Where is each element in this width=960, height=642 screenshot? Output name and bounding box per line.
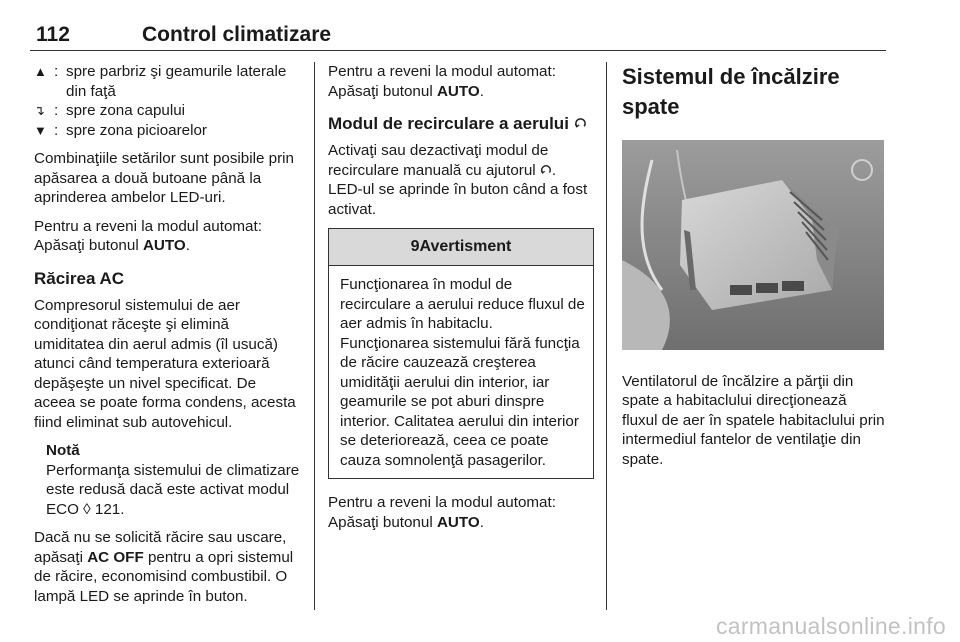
rear-heater-vent-photo — [622, 140, 884, 350]
warning-triangle-icon: 9 — [410, 238, 420, 256]
auto-button-label: AUTO — [142, 237, 186, 254]
direction-text: spre zona capului — [66, 102, 186, 119]
column-divider — [606, 62, 607, 610]
airflow-direction-list — [34, 62, 300, 140]
warning-title: Avertisment — [419, 238, 512, 256]
paragraph-return-auto: Pentru a reveni la modul automat: Apăsaţi butonul AUTO. — [328, 63, 556, 100]
column-right — [622, 62, 886, 478]
paragraph-compressor: Compresorul sistemului de aer condiţionat răceşte şi elimină umiditatea din aerul admis (îl usucă) atunci când temperatura exterioară depăşeşte un nivel specificat. De aceea se poate forma condens, acesta fiind eliminat sub autovehicul. — [34, 296, 296, 431]
note-text: Performanţa sistemului de climatizare este redusă dacă este activat modul ECO ◊ 121. — [46, 461, 300, 518]
warning-box — [328, 228, 594, 479]
page-reference-icon: ◊ — [83, 500, 91, 518]
page-number: 112 — [36, 23, 70, 46]
heading-rear-heater: Sistemul de încălzire spate — [622, 64, 840, 119]
note-box — [46, 441, 300, 519]
paragraph-ac-off: Dacă nu se solicită răcire sau uscare, apăsaţi AC OFF pentru a opri sistemul de răcire, economisind combustibil. O lampă LED se aprinde în buton. — [34, 529, 294, 605]
warning-text: Funcţionarea în modul de recirculare a aerului reduce fluxul de aer admis în habitaclu. Funcţionarea sistemului fără funcţia de răcire cauzează creşterea umidităţii aerului din interior, iar geamurile se pot aburi dinspre interior. Calitatea aerului din interior se deteriorează, ceea ce poate cauza somnolenţă pasagerilor. — [340, 276, 585, 469]
auto-button-label: AUTO — [436, 513, 480, 531]
direction-item-windscreen: ▲ : spre parbriz şi geamurile laterale din faţă — [34, 62, 300, 101]
paragraph-rear-heater: Ventilatorul de încălzire a părţii din spate a habitaclului direcţionează fluxul de aer în spatele habitaclului prin intermediul fantelor de ventilaţie din spate. — [622, 372, 885, 468]
recirculation-icon — [540, 164, 552, 176]
heading-ac-cooling: Răcirea AC — [34, 268, 125, 288]
auto-button-label: AUTO — [436, 82, 480, 100]
section-title: Control climatizare — [142, 23, 332, 46]
windscreen-arrow-icon: ▲ — [34, 64, 47, 79]
paragraph-combinations: Combinaţiile setărilor sunt posibile prin apăsarea a două butoane până la aprinderea ambelor LED-uri. — [34, 150, 294, 206]
head-area-arrow-icon: ↴ — [34, 103, 45, 118]
watermark: carmanualsonline.info — [715, 613, 946, 639]
direction-item-footwell: ▼ : spre zona picioarelor — [34, 121, 300, 141]
column-left — [34, 62, 300, 615]
direction-text: spre parbriz şi geamurile laterale din faţă — [66, 63, 287, 100]
paragraph-return-auto: Pentru a reveni la modul automat: Apăsaţi butonul AUTO. — [328, 494, 556, 531]
direction-item-head: ↴ : spre zona capului — [34, 101, 300, 121]
direction-text: spre zona picioarelor — [66, 121, 207, 139]
footwell-arrow-icon: ▼ — [34, 122, 47, 138]
column-middle — [328, 62, 594, 541]
column-divider — [314, 62, 315, 610]
paragraph-return-auto: Pentru a reveni la modul automat: Apăsaţi butonul AUTO. — [34, 217, 262, 254]
recirculation-icon — [574, 117, 587, 130]
ac-off-button-label: AC OFF — [87, 548, 144, 566]
note-title: Notă — [46, 442, 80, 459]
page-header — [30, 0, 886, 51]
paragraph-recirc-activate: Activaţi sau dezactivaţi modul de recirculare manuală cu ajutorul . LED-ul se aprinde în buton când a fost activat. — [328, 142, 588, 218]
heading-recirculation: Modul de recirculare a aerului — [328, 114, 594, 134]
warning-header — [329, 229, 593, 266]
